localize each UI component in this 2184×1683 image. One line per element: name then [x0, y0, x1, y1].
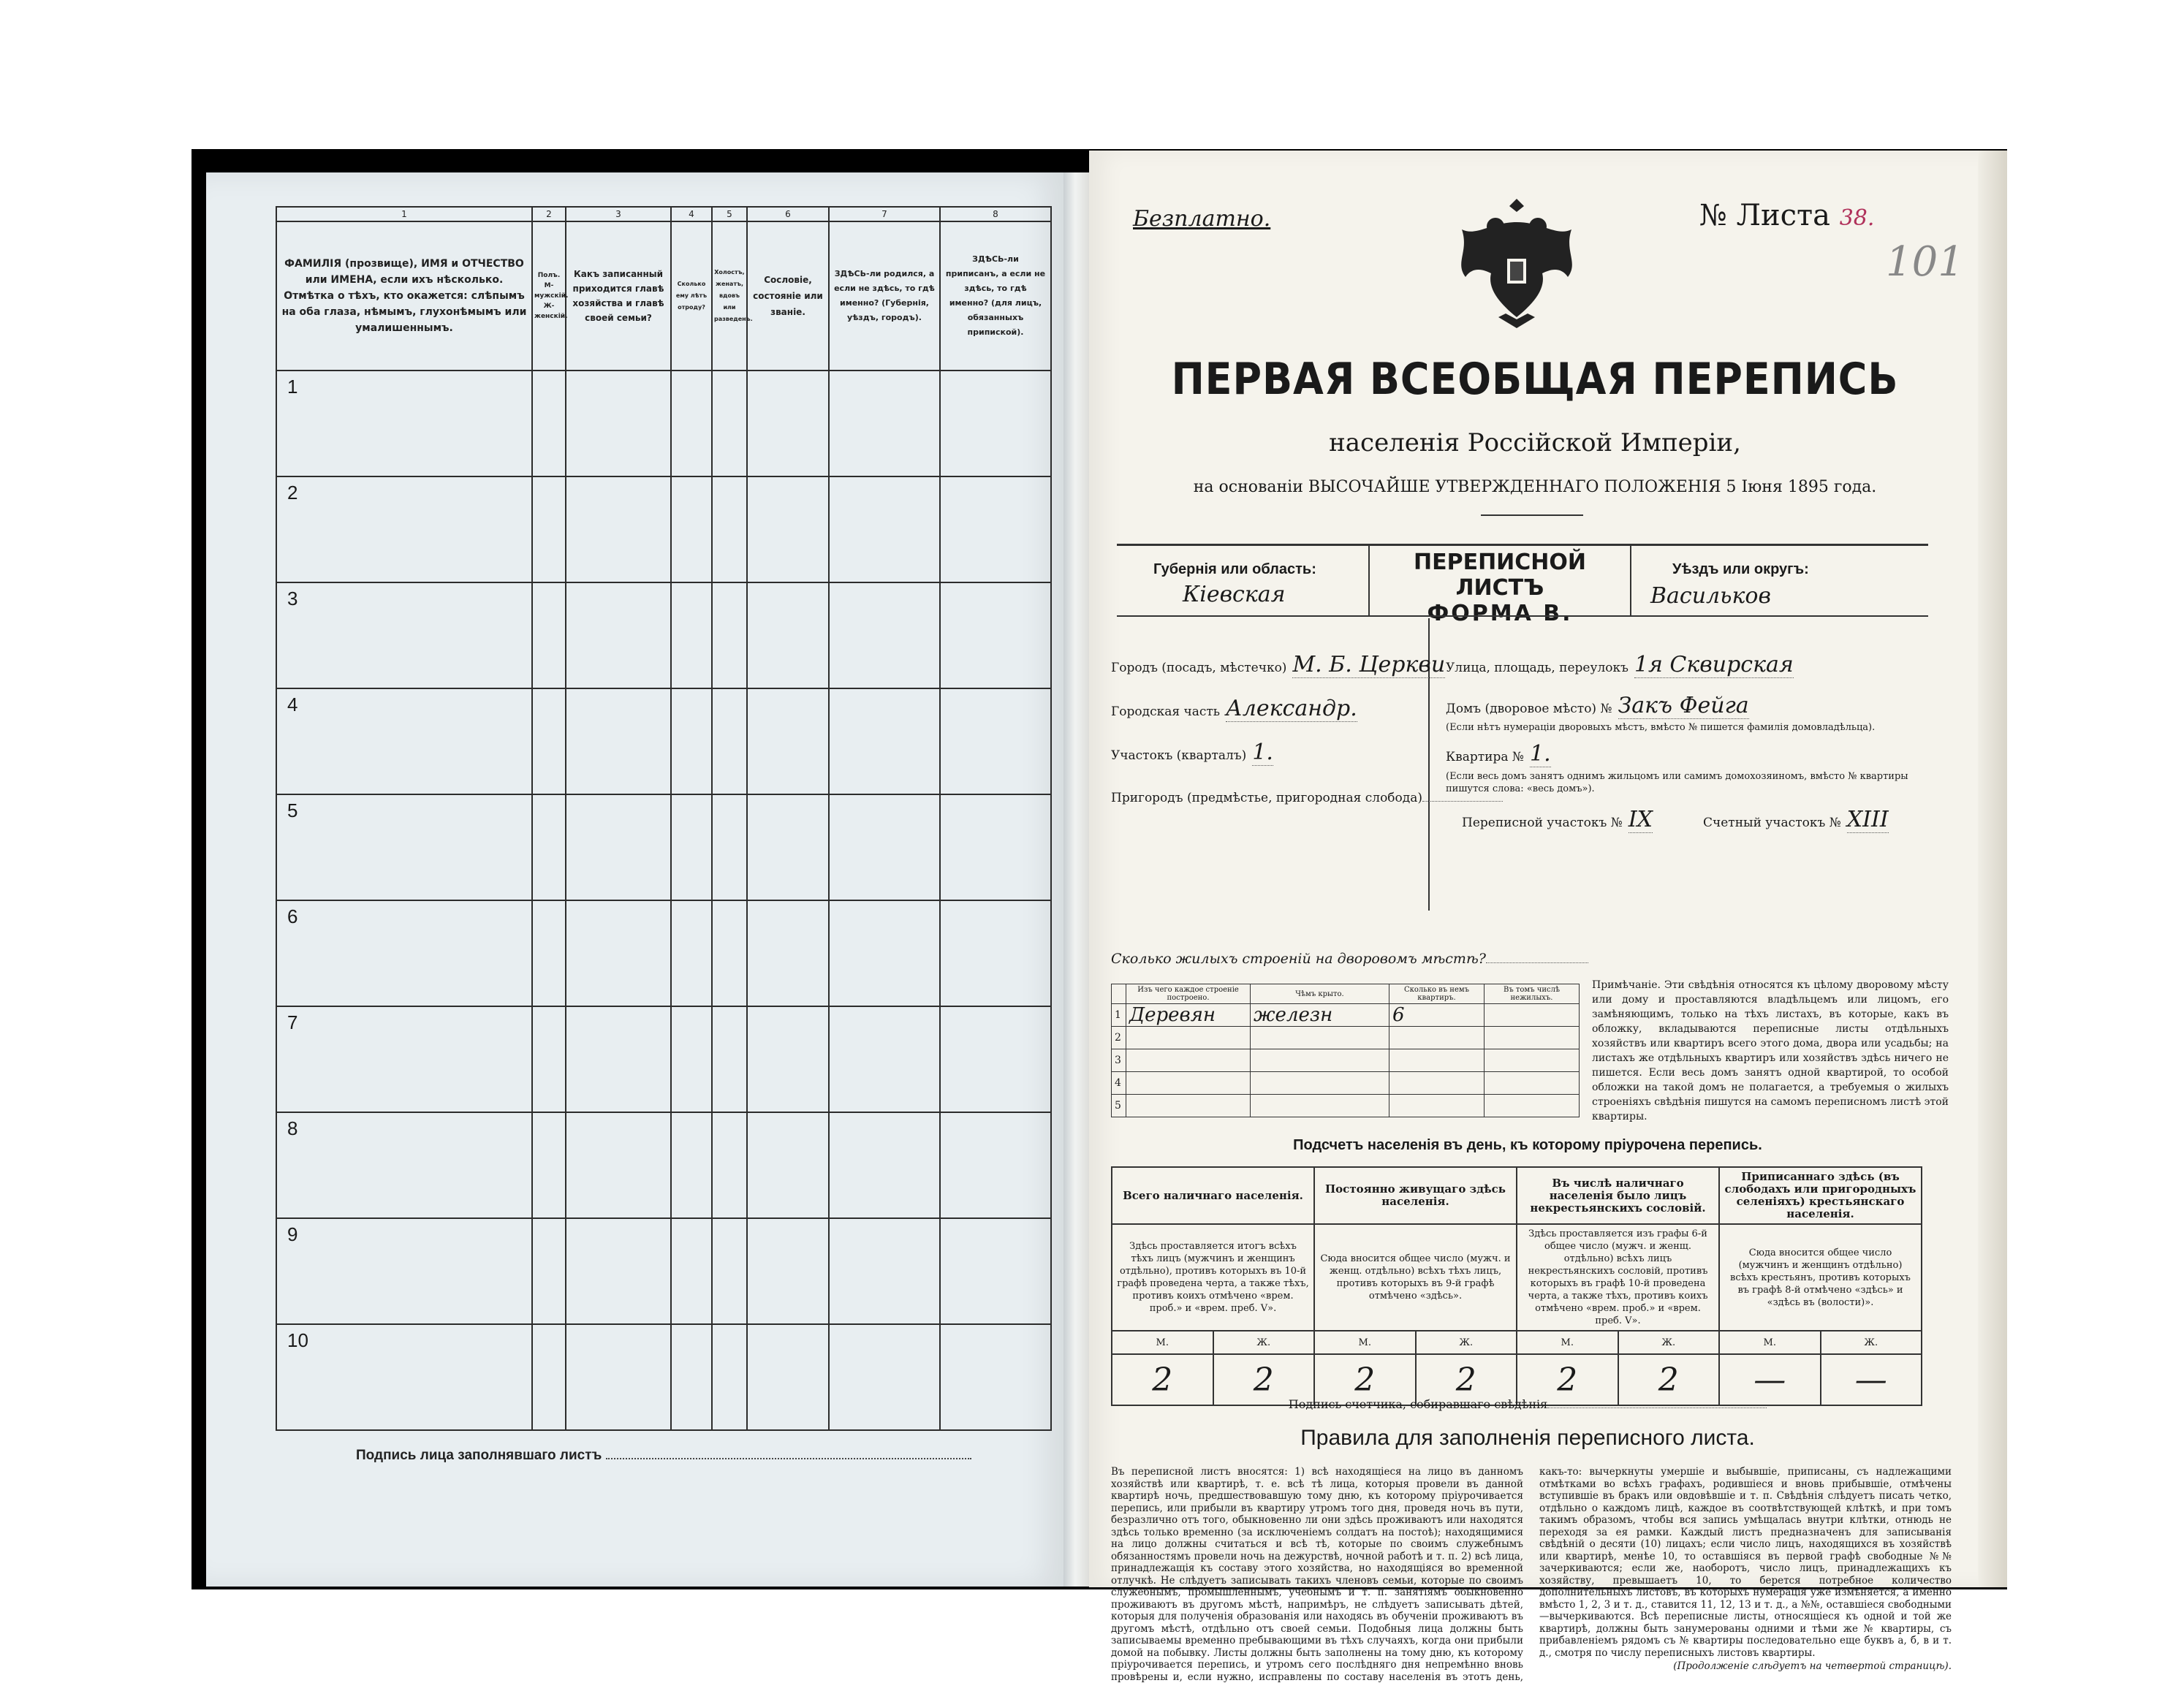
divider: [1117, 615, 1928, 617]
census-precinct-field: [1462, 807, 1653, 832]
district-field: [1111, 696, 1357, 721]
population-table: [1111, 1166, 1922, 1406]
building-roof: [1251, 1049, 1389, 1072]
margin-handwritten-number: 101: [1886, 238, 1964, 286]
free-label: Безплатно.: [1133, 206, 1271, 232]
person-row: [276, 1218, 1051, 1324]
person-cell: [940, 582, 1051, 688]
person-cell: [532, 688, 566, 794]
person-cell: [940, 1112, 1051, 1218]
population-desc-peasant: Сюда вносится общее число (мужчинъ и женщинъ отдѣльно) всѣхъ крестьянъ, противъ которыхъ въ графѣ 8-й отмѣчено «здѣсь» и «здѣсь въ (волости)».: [1719, 1224, 1922, 1331]
population-count: 2: [1112, 1354, 1213, 1405]
guberniya-label: Губернія или область:: [1153, 561, 1316, 577]
person-cell: [712, 688, 747, 794]
sex-label: Ж.: [1416, 1331, 1517, 1354]
person-cell: [747, 1218, 829, 1324]
apartment-note: (Если весь домъ занятъ однимъ жильцомъ или самимъ домохозяиномъ, вмѣсто № квартиры пишутся слова: «весь домъ»).: [1446, 771, 1908, 794]
street-label: Улица, площадь, переулокъ: [1446, 661, 1628, 675]
building-nonresidential: [1485, 1027, 1580, 1049]
person-cell: [566, 688, 671, 794]
person-cell: [532, 1218, 566, 1324]
house-field: [1446, 693, 1749, 718]
buildings-header-roof: Чѣмъ крыто.: [1251, 984, 1389, 1004]
building-apartments: [1389, 1049, 1485, 1072]
col-number-6: 6: [747, 207, 829, 221]
building-apartments: [1389, 1027, 1485, 1049]
building-material: [1126, 1095, 1251, 1117]
person-cell: [829, 794, 940, 900]
precinct-label: Участокъ (кварталъ): [1111, 748, 1247, 763]
building-material: [1126, 1049, 1251, 1072]
dots: [1547, 1407, 1767, 1408]
sex-label: Ж.: [1821, 1331, 1922, 1354]
person-cell: [566, 371, 671, 476]
building-row-number: 2: [1112, 1027, 1126, 1049]
building-nonresidential: [1485, 1072, 1580, 1095]
building-material: Деревян: [1126, 1004, 1251, 1027]
rules-title: Правила для заполненія переписного листа.: [1300, 1426, 1755, 1450]
sex-label: М.: [1517, 1331, 1618, 1354]
person-cell: [671, 1006, 712, 1112]
row-number: 5: [276, 794, 532, 900]
population-count: 2: [1213, 1354, 1315, 1405]
person-cell: [747, 900, 829, 1006]
person-cell: [566, 1112, 671, 1218]
building-roof: [1251, 1027, 1389, 1049]
person-cell: [712, 1324, 747, 1430]
buildings-question-text: Сколько жилыхъ строеній на дворовомъ мѣстѣ?: [1111, 951, 1486, 967]
person-cell: [671, 476, 712, 582]
row-number: 1: [276, 371, 532, 476]
row-number: 2: [276, 476, 532, 582]
col-number-2: 2: [532, 207, 566, 221]
house-value: Закъ Фейга: [1618, 693, 1749, 718]
sex-label: М.: [1314, 1331, 1416, 1354]
counter-signature-label: Подпись счетчика, собиравшаго свѣдѣнія: [1288, 1397, 1548, 1411]
page-edge: [1978, 151, 2007, 1587]
person-cell: [747, 794, 829, 900]
building-row-number: 4: [1112, 1072, 1126, 1095]
person-cell: [940, 900, 1051, 1006]
building-row-number: 1: [1112, 1004, 1126, 1027]
building-row-number: 3: [1112, 1049, 1126, 1072]
col-header-name: ФАМИЛІЯ (прозвище), ИМЯ и ОТЧЕСТВО или ИМЕНА, если ихъ нѣсколько. Отмѣтка о тѣхъ, кто окажется: слѣпымъ на оба глаза, нѣмымъ, глухонѣмымъ или умалишеннымъ.: [276, 221, 532, 371]
double-headed-eagle-emblem-icon: [1447, 193, 1586, 332]
counter-signature-line: [1089, 1397, 1966, 1411]
buildings-header-apartments: Сколько въ немъ квартиръ.: [1389, 984, 1485, 1004]
building-nonresidential: [1485, 1049, 1580, 1072]
person-cell: [532, 1324, 566, 1430]
building-nonresidential: [1485, 1004, 1580, 1027]
person-cell: [566, 794, 671, 900]
building-row: [1112, 1095, 1580, 1117]
census-legal-basis: на основаніи ВЫСОЧАЙШЕ УТВЕРЖДЕННАГО ПОЛОЖЕНІЯ 5 Іюня 1895 года.: [1193, 478, 1877, 496]
left-page: [206, 172, 1069, 1587]
col-number-5: 5: [712, 207, 747, 221]
person-cell: [671, 1324, 712, 1430]
house-note: (Если нѣтъ нумераціи дворовыхъ мѣстъ, вмѣсто № пишется фамилія домовладѣльца).: [1446, 722, 1876, 733]
col-header-relation: Какъ записанный приходится главѣ хозяйства и главѣ своей семьи?: [566, 221, 671, 371]
building-material: [1126, 1027, 1251, 1049]
person-cell: [829, 582, 940, 688]
person-cell: [940, 1324, 1051, 1430]
form-name: ФОРМА В.: [1427, 601, 1573, 626]
sex-label: Ж.: [1213, 1331, 1315, 1354]
dots: [1422, 801, 1503, 802]
building-roof: [1251, 1072, 1389, 1095]
person-cell: [712, 900, 747, 1006]
person-row: [276, 900, 1051, 1006]
buildings-table: [1111, 984, 1580, 1117]
row-number: 10: [276, 1324, 532, 1430]
city-field: [1111, 652, 1445, 677]
persons-table: [276, 206, 1052, 1431]
person-cell: [532, 476, 566, 582]
person-cell: [671, 1218, 712, 1324]
persons-grid-sheet: [276, 206, 1050, 1492]
sex-label-row: [1112, 1331, 1922, 1354]
rules-text: Въ переписной листъ вносятся: 1) всѣ находящіеся на лицо въ данномъ хозяйствѣ или квартирѣ, т. е. всѣ тѣ лица, которыя провели въ данной квартирѣ ночь, предшествовавшую тому дню, къ которому пріурочивается перепись, или прибыли въ квартиру утромъ того дня, проведя ночь въ пути, безразлично отъ того, обыкновенно ли они здѣсь проживаютъ или находятся здѣсь только временно (за исключеніемъ солдатъ на постоѣ); находящимися на лицо должны считаться и всѣ тѣ, которые по своимъ служебнымъ обязанностямъ провели ночь на дежурствѣ, ночной работѣ и т. п. 2) всѣ лица, принадлежащія къ составу этого хозяйства, но находящіяся во временной отлучкѣ. Не слѣдуетъ записывать такихъ членовъ семьи, которые по своимъ служебнымъ, промышленнымъ, учебнымъ и т. п. занятіямъ обыкновенно проживаютъ въ другомъ мѣстѣ, напримѣръ, не слѣдуетъ записывать дѣтей, которыя для полученія образованія или находясь въ обученіи проживаютъ въ другомъ мѣстѣ, отдѣльно отъ своей семьи. Подобныя лица должны быть записываемы временно пребывающими въ тѣхъ случаяхъ, когда они прибыли домой на побывку. Листы должны быть заполнены на тому дню, къ которому пріурочивается перепись, и утромъ сего послѣдняго дня непремѣнно вновь провѣрены и, если нужно, исправлены по составу населенія въ этотъ день, какъ-то: вычеркнуты умершіе и выбывшіе, приписаны, съ надлежащими отмѣтками во всѣхъ графахъ, родившіеся и вновь прибывшіе, отмѣчены вступившіе въ бракъ или овдовѣвшіе и т. п. Свѣдѣнія слѣдуетъ писать четко, отдѣльно о каждомъ лицѣ, каждое въ соотвѣтствующей клѣткѣ, и при томъ такимъ образомъ, чтобы вся запись умѣщалась внутри клѣтки, отнюдь не переходя за ея рамки. Каждый листъ предназначенъ для записыванія свѣдѣній о десяти (10) лицахъ; если число лицъ, находящихся въ хозяйствѣ или квартирѣ, менѣе 10, то оставшіяся въ первой графѣ свободные №№ зачеркиваются; если же, наоборотъ, число лицъ, принадлежащихъ къ хозяйству, превышаетъ 10, то берется потребное количество дополнительныхъ листовъ, въ которыхъ нумерація уже измѣняется, а именно вмѣсто 1, 2, 3 и т. д., ставится 11, 12, 13 и т. д., а №№, оставшіеся свободными—вычеркиваются. Всѣ переписные листы, относящіеся къ одной и той же квартирѣ, должны быть занумерованы одними и тѣми же № квартиры, съ прибавленіемъ рядомъ съ № квартиры последовательно еще буквъ а, б, в и т. д., смотря по числу переписныхъ листовъ квартиры.: [1111, 1466, 1952, 1683]
population-count: —: [1821, 1354, 1922, 1405]
person-cell: [940, 1218, 1051, 1324]
person-cell: [829, 1006, 940, 1112]
building-nonresidential: [1485, 1095, 1580, 1117]
district-label: Городская часть: [1111, 704, 1221, 719]
population-count: —: [1719, 1354, 1821, 1405]
person-cell: [671, 794, 712, 900]
population-header-permanent: Постоянно живущаго здѣсь населенія.: [1314, 1167, 1517, 1224]
person-cell: [532, 371, 566, 476]
population-desc-present: Здѣсь проставляется итогъ всѣхъ тѣхъ лицъ (мужчинъ и женщинъ отдѣльно), противъ которыхъ въ 10-й графѣ проведена черта, а также тѣхъ, противъ коихъ отмѣчено «врем. проб.» и «врем. преб. V».: [1112, 1224, 1314, 1331]
population-header-present: Всего наличнаго населенія.: [1112, 1167, 1314, 1224]
rules-text-block: [1111, 1466, 1952, 1683]
col-header-age: Сколько ему лѣтъ отроду?: [671, 221, 712, 371]
form-title-box: [1368, 544, 1631, 626]
person-cell: [829, 476, 940, 582]
person-row: [276, 794, 1051, 900]
buildings-header-material: Изъ чего каждое строеніе построено.: [1126, 984, 1251, 1004]
guberniya-value: Кіевская: [1183, 582, 1286, 607]
buildings-header-index: [1112, 984, 1126, 1004]
population-count: 2: [1618, 1354, 1720, 1405]
person-row: [276, 1006, 1051, 1112]
building-row-number: 5: [1112, 1095, 1126, 1117]
person-cell: [829, 1218, 940, 1324]
building-apartments: 6: [1389, 1004, 1485, 1027]
col-header-sex: Полъ. М-мужскій. Ж-женскій.: [532, 221, 566, 371]
buildings-header-nonresidential: Въ томъ числѣ нежилыхъ.: [1485, 984, 1580, 1004]
person-row: [276, 371, 1051, 476]
row-number: 8: [276, 1112, 532, 1218]
population-header-non-peasant: Въ числѣ наличнаго населенія было лицъ некрестьянскихъ сословій.: [1517, 1167, 1719, 1224]
person-cell: [747, 476, 829, 582]
person-cell: [940, 794, 1051, 900]
col-number-8: 8: [940, 207, 1051, 221]
person-cell: [712, 794, 747, 900]
suburb-field: [1111, 791, 1503, 805]
person-cell: [671, 1112, 712, 1218]
sex-label: М.: [1112, 1331, 1213, 1354]
rules-continued: (Продолженіе слѣдуетъ на четвертой страницѣ).: [1673, 1660, 1952, 1672]
building-apartments: [1389, 1072, 1485, 1095]
col-header-registration: ЗДѢСЬ-ли приписанъ, а если не здѣсь, то гдѣ именно? (для лицъ, обязанныхъ припиской).: [940, 221, 1051, 371]
col-number-3: 3: [566, 207, 671, 221]
person-cell: [829, 900, 940, 1006]
form-title: ПЕРЕПИСНОЙ ЛИСТЪ: [1413, 550, 1587, 601]
counting-precinct-label: Счетный участокъ №: [1703, 816, 1841, 830]
book-spine: [1063, 172, 1093, 1587]
building-material: [1126, 1072, 1251, 1095]
city-value: М. Б. Церкви: [1292, 652, 1446, 677]
person-cell: [712, 582, 747, 688]
person-cell: [747, 371, 829, 476]
suburb-label: Пригородъ (предмѣстье, пригородная слобода): [1111, 791, 1423, 805]
person-cell: [829, 1112, 940, 1218]
col-number-4: 4: [671, 207, 712, 221]
col-header-estate: Сословіе, состояніе или званіе.: [747, 221, 829, 371]
population-header-peasant: Приписаннаго здѣсь (въ слободахъ или пригородныхъ селеніяхъ) крестьянскаго населенія.: [1719, 1167, 1922, 1224]
row-number: 4: [276, 688, 532, 794]
person-cell: [829, 371, 940, 476]
population-desc-non-peasant: Здѣсь проставляется изъ графы 6-й общее число (мужч. и женщ. отдѣльно) всѣхъ лицъ некрестьянскихъ сословій, противъ которыхъ въ графѣ 10-й проведена черта, а также тѣхъ, противъ коихъ отмѣчено «врем. проб.» и «врем. преб. V».: [1517, 1224, 1719, 1331]
person-cell: [532, 582, 566, 688]
person-cell: [566, 1006, 671, 1112]
counting-precinct-value: XIII: [1846, 807, 1889, 832]
filler-signature-label: Подпись лица заполнявшаго листъ: [356, 1448, 602, 1463]
person-cell: [940, 371, 1051, 476]
building-row: [1112, 1072, 1580, 1095]
apartment-label: Квартира №: [1446, 750, 1524, 764]
apartment-value: 1.: [1530, 741, 1551, 767]
person-cell: [747, 1324, 829, 1430]
person-cell: [671, 900, 712, 1006]
row-number: 6: [276, 900, 532, 1006]
row-number: 9: [276, 1218, 532, 1324]
col-number-1: 1: [276, 207, 532, 221]
precinct-field: [1111, 740, 1273, 765]
house-label: Домъ (дворовое мѣсто) №: [1446, 702, 1612, 716]
col-header-birthplace: ЗДѢСЬ-ли родился, а если не здѣсь, то гдѣ именно? (Губернія, уѣздъ, городъ).: [829, 221, 940, 371]
sheet-number-label: № Листа: [1699, 199, 1830, 232]
buildings-question: [1111, 951, 1588, 967]
census-precinct-label: Переписной участокъ №: [1462, 816, 1623, 830]
person-cell: [829, 688, 940, 794]
person-cell: [566, 1218, 671, 1324]
street-value: 1я Сквирская: [1634, 652, 1794, 677]
person-cell: [671, 688, 712, 794]
person-cell: [747, 1112, 829, 1218]
person-cell: [532, 1112, 566, 1218]
person-cell: [829, 1324, 940, 1430]
person-cell: [747, 1006, 829, 1112]
street-field: [1446, 652, 1794, 677]
filler-signature-line: [356, 1448, 971, 1464]
district-value: Александр.: [1226, 696, 1357, 721]
population-count: 2: [1314, 1354, 1416, 1405]
uezd-value: Васильков: [1650, 583, 1771, 609]
census-subtitle: населенія Россійской Имперіи,: [1329, 428, 1741, 457]
person-cell: [940, 1006, 1051, 1112]
sex-label: М.: [1719, 1331, 1821, 1354]
person-row: [276, 1112, 1051, 1218]
right-page: [1089, 151, 2003, 1683]
person-cell: [566, 1324, 671, 1430]
person-cell: [712, 371, 747, 476]
building-roof: [1251, 1095, 1389, 1117]
person-row: [276, 1324, 1051, 1430]
person-cell: [671, 582, 712, 688]
population-count: 2: [1416, 1354, 1517, 1405]
building-row: [1112, 1004, 1580, 1027]
uezd-label: Уѣздъ или округъ:: [1672, 561, 1809, 577]
census-precinct-value: IX: [1628, 807, 1653, 832]
person-cell: [566, 900, 671, 1006]
person-cell: [532, 794, 566, 900]
divider: [1481, 514, 1583, 516]
person-cell: [566, 476, 671, 582]
person-cell: [671, 371, 712, 476]
person-cell: [712, 1006, 747, 1112]
person-cell: [747, 582, 829, 688]
building-row: [1112, 1049, 1580, 1072]
apartment-field: [1446, 741, 1551, 767]
person-cell: [532, 1006, 566, 1112]
row-number: 3: [276, 582, 532, 688]
population-title: Подсчетъ населенія въ день, къ которому пріурочена перепись.: [1293, 1137, 1762, 1153]
dots: [1486, 962, 1588, 963]
precinct-value: 1.: [1252, 740, 1273, 765]
col-number-7: 7: [829, 207, 940, 221]
person-cell: [566, 582, 671, 688]
sex-label: Ж.: [1618, 1331, 1720, 1354]
person-row: [276, 476, 1051, 582]
city-label: Городъ (посадъ, мѣстечко): [1111, 661, 1287, 675]
person-row: [276, 688, 1051, 794]
person-cell: [712, 1112, 747, 1218]
person-cell: [940, 688, 1051, 794]
person-cell: [532, 900, 566, 1006]
person-cell: [712, 476, 747, 582]
building-row: [1112, 1027, 1580, 1049]
building-roof: железн: [1251, 1004, 1389, 1027]
row-number: 7: [276, 1006, 532, 1112]
building-apartments: [1389, 1095, 1485, 1117]
sheet-number-value: 38.: [1839, 205, 1875, 231]
person-cell: [712, 1218, 747, 1324]
person-row: [276, 582, 1051, 688]
buildings-remark: Примѣчаніе. Эти свѣдѣнія относятся къ цѣлому дворовому мѣсту или дому и проставляются владѣльцемъ или лицомъ, его замѣняющимъ, только на тѣхъ листахъ, въ которые, какъ въ обложку, вкладываются переписные листы отдѣльныхъ хозяйствъ или квартиръ всего этого дома, двора или усадьбы; на листахъ же отдѣльныхъ квартиръ или хозяйствъ здѣсь ничего не пишется. Если весь домъ занятъ одной квартирой, то особой обложки на такой домъ не полагается, а требуемыя о жилыхъ строеніяхъ свѣдѣнія пишутся на самомъ переписномъ листѣ этой квартиры.: [1592, 979, 1949, 1122]
form-header-box: [1117, 544, 1928, 626]
person-cell: [940, 476, 1051, 582]
person-cell: [747, 688, 829, 794]
col-header-marital: Холостъ, женатъ, вдовъ или разведенъ.: [712, 221, 747, 371]
population-count: 2: [1517, 1354, 1618, 1405]
signature-dots: [606, 1458, 971, 1459]
population-desc-permanent: Сюда вносится общее число (мужч. и женщ. отдѣльно) всѣхъ тѣхъ лицъ, противъ которыхъ въ 9-й графѣ отмѣчено «здѣсь».: [1314, 1224, 1517, 1331]
counting-precinct-field: [1703, 807, 1889, 832]
sheet-number: [1699, 199, 1874, 232]
census-title: ПЕРВАЯ ВСЕОБЩАЯ ПЕРЕПИСЬ: [1171, 354, 1899, 405]
